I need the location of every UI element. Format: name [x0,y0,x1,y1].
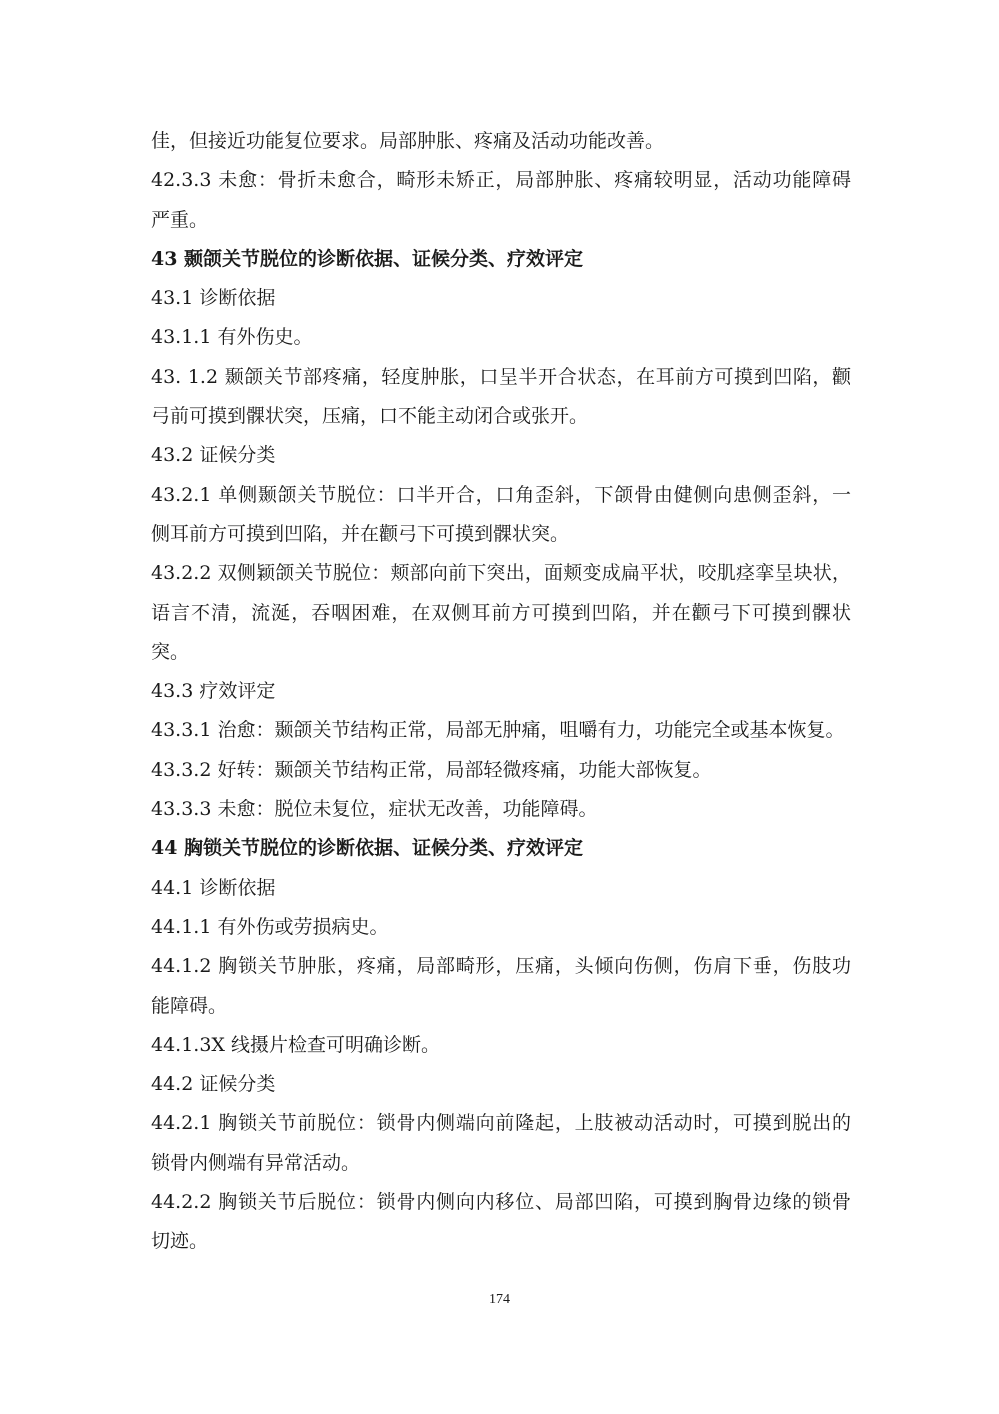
text-line: 切迹。 [151,1230,209,1253]
paragraph [151,947,851,1026]
text-line: 43.3 疗效评定 [151,680,276,703]
paragraph [151,1065,851,1104]
paragraph [151,672,851,711]
page-content [151,122,851,1262]
text-line: 侧耳前方可摸到凹陷，并在颧弓下可摸到髁状突。 [151,522,570,545]
text-line: 44.2.1 胸锁关节前脱位：锁骨内侧端向前隆起，上肢被动活动时，可摸到脱出的 [151,1112,851,1135]
paragraph [151,1026,851,1065]
page-number: 174 [489,1292,510,1307]
text-line: 44.1.3X 线摄片检查可明确诊断。 [151,1033,440,1056]
text-line: 44.1.2 胸锁关节肿胀，疼痛，局部畸形，压痛，头倾向伤侧，伤肩下垂，伤肢功 [151,955,851,978]
text-line: 43.3.2 好转：颞颌关节结构正常，局部轻微疼痛，功能大部恢复。 [151,758,712,781]
paragraph [151,869,851,908]
paragraph [151,711,851,750]
paragraph [151,1104,851,1183]
text-line: 44 胸锁关节脱位的诊断依据、证候分类、疗效评定 [151,837,584,860]
text-line: 44.1 诊断依据 [151,876,276,899]
text-line: 能障碍。 [151,994,228,1017]
text-line: 弓前可摸到髁状突，压痛，口不能主动闭合或张开。 [151,405,589,428]
text-line: 43 颞颌关节脱位的诊断依据、证候分类、疗效评定 [151,247,584,270]
paragraph [151,790,851,829]
text-line: 突。 [151,640,190,663]
text-line: 严重。 [151,208,209,231]
text-line: 43.2.2 双侧颖颌关节脱位：颊部向前下突出，面颊变成扁平状，咬肌痉挛呈块状， [151,562,851,585]
paragraph [151,476,851,555]
text-line: 43.1 诊断依据 [151,287,276,310]
text-line: 44.2.2 胸锁关节后脱位：锁骨内侧向内移位、局部凹陷，可摸到胸骨边缘的锁骨 [151,1191,851,1214]
paragraph [151,358,851,437]
text-line: 43.2 证候分类 [151,444,276,467]
text-line: 43.2.1 单侧颞颌关节脱位：口半开合，口角歪斜，下颌骨由健侧向患侧歪斜，一 [151,483,851,506]
paragraph [151,122,851,161]
paragraph [151,751,851,790]
paragraph [151,318,851,357]
paragraph [151,279,851,318]
paragraph [151,1183,851,1262]
text-line: 44.1.1 有外伤或劳损病史。 [151,915,389,938]
text-line: 43. 1.2 颞颌关节部疼痛，轻度肿胀，口呈半开合状态，在耳前方可摸到凹陷，颧 [151,365,851,388]
text-line: 44.2 证候分类 [151,1073,276,1096]
paragraph [151,908,851,947]
text-line: 佳，但接近功能复位要求。局部肿胀、疼痛及活动功能改善。 [151,130,665,152]
text-line: 42.3.3 未愈：骨折未愈合，畸形未矫正，局部肿胀、疼痛较明显，活动功能障碍 [151,169,851,192]
text-line: 43.3.3 未愈：脱位未复位，症状无改善，功能障碍。 [151,798,598,821]
text-line: 语言不清，流涎，吞咽困难，在双侧耳前方可摸到凹陷，并在颧弓下可摸到髁状 [151,601,851,624]
section-heading [151,829,851,868]
paragraph [151,161,851,240]
paragraph [151,436,851,475]
text-line: 43.3.1 治愈：颞颌关节结构正常，局部无肿痛，咀嚼有力，功能完全或基本恢复。 [151,719,845,742]
text-line: 43.1.1 有外伤史。 [151,326,313,349]
section-heading [151,240,851,279]
paragraph [151,554,851,672]
text-line: 锁骨内侧端有异常活动。 [151,1151,361,1174]
